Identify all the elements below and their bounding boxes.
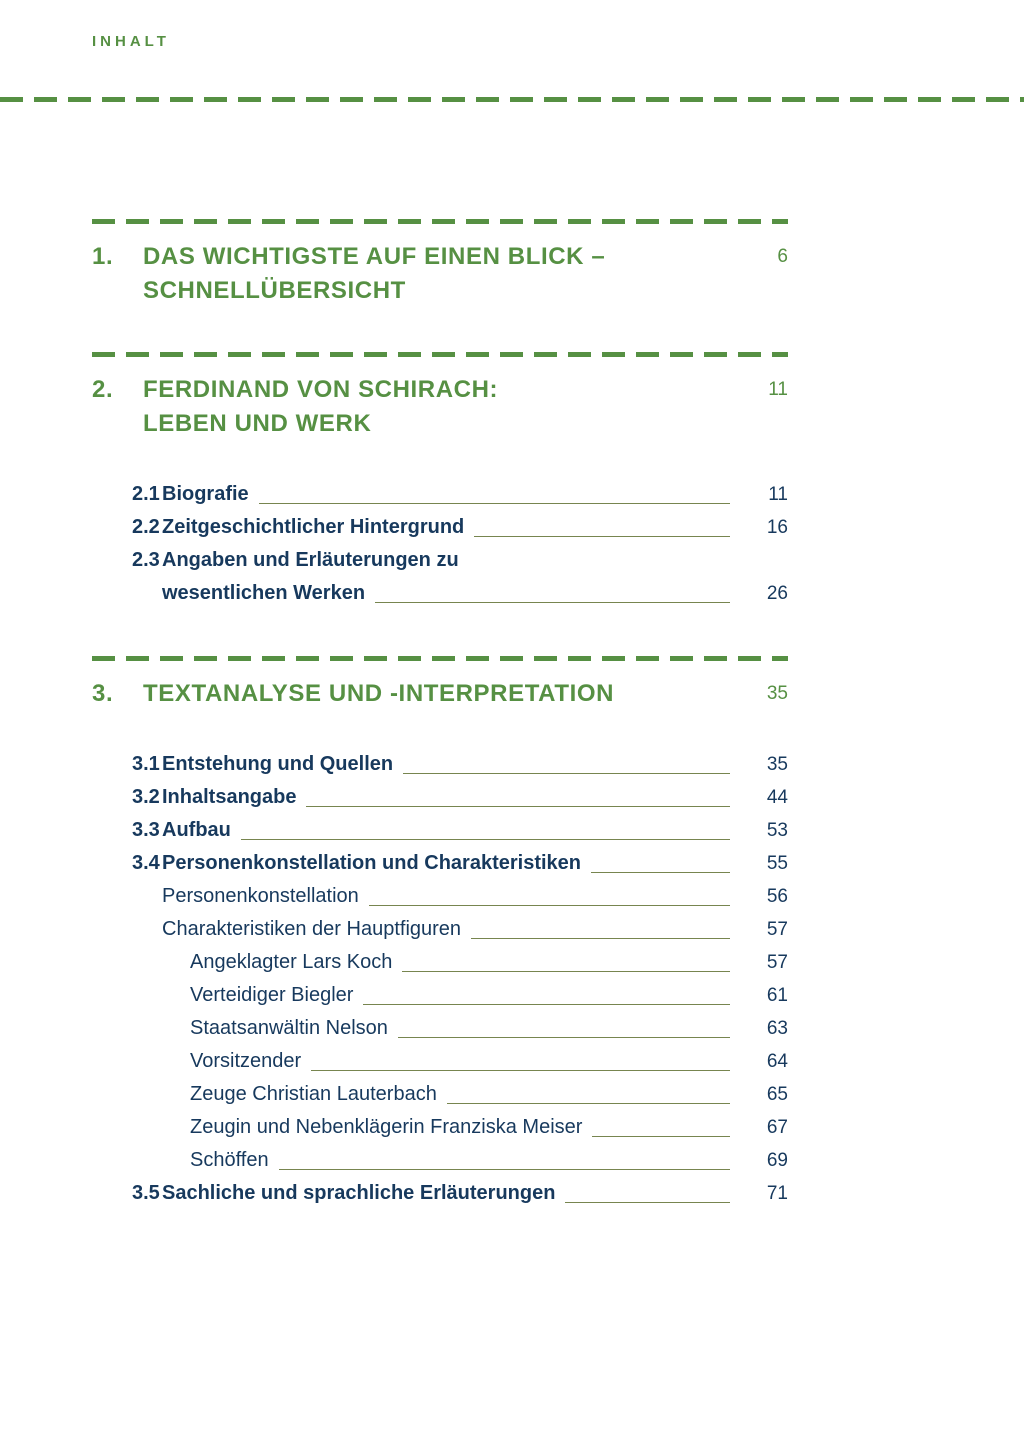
item-label: Sachliche und sprachliche Erläuterungen [162, 1182, 556, 1204]
item-number: 3.4 [132, 852, 160, 874]
toc-item-row [132, 880, 788, 913]
item-label-block [162, 814, 742, 847]
item-page-number: 65 [766, 1084, 788, 1105]
leader-line [259, 478, 730, 504]
table-of-contents [92, 219, 788, 1210]
item-line [162, 781, 742, 814]
toc-item-row [132, 1012, 788, 1045]
toc-item-row [132, 1045, 788, 1078]
section-page-number: 6 [777, 246, 788, 267]
section-title-line: FERDINAND VON SCHIRACH: [143, 376, 499, 403]
leader-line [369, 880, 730, 906]
item-number: 3.5 [132, 1182, 160, 1204]
item-line [162, 880, 742, 913]
item-page-number: 44 [766, 787, 788, 808]
leader-line [565, 1177, 730, 1203]
item-label: Angaben und Erläuterungen zu [162, 549, 459, 571]
toc-item-row [132, 544, 788, 610]
item-page-number: 55 [766, 853, 788, 874]
item-label: Entstehung und Quellen [162, 753, 394, 775]
item-label-block [162, 979, 742, 1012]
toc-sections [92, 219, 788, 1210]
toc-item-row [132, 511, 788, 544]
leader-line [311, 1045, 730, 1071]
item-label: Vorsitzender [190, 1050, 302, 1072]
section-divider-dashed-rule [92, 219, 788, 224]
item-label: wesentlichen Werken [162, 582, 366, 604]
leader-line [474, 511, 730, 537]
item-label: Personenkonstellation und Charakteristiken [162, 852, 581, 874]
toc-section [92, 656, 788, 1210]
item-line [162, 1177, 742, 1210]
item-label-block [162, 1111, 742, 1144]
item-number: 2.1 [132, 483, 160, 505]
item-label-block [162, 478, 742, 511]
toc-item-row [132, 478, 788, 511]
item-label: Zeugin und Nebenklägerin Franziska Meiser [190, 1116, 583, 1138]
section-heading-row [92, 373, 788, 441]
toc-item-row [132, 979, 788, 1012]
section-divider-dashed-rule [92, 656, 788, 661]
item-page-number: 35 [766, 754, 788, 775]
item-label: Staatsanwältin Nelson [190, 1017, 388, 1039]
item-label-block [162, 1012, 742, 1045]
item-label-block [162, 748, 742, 781]
item-line [162, 478, 742, 511]
item-page-number: 57 [766, 919, 788, 940]
item-page-number: 67 [766, 1117, 788, 1138]
section-items [92, 748, 788, 1210]
leader-line [306, 781, 730, 807]
item-page-number: 64 [766, 1051, 788, 1072]
item-line [190, 946, 742, 979]
item-page-number: 26 [766, 583, 788, 604]
item-label-block [162, 511, 742, 544]
section-title-line: TEXTANALYSE UND -INTERPRETATION [143, 680, 615, 707]
toc-item-row [132, 847, 788, 880]
item-line [162, 814, 742, 847]
item-page-number: 71 [766, 1183, 788, 1204]
item-line [162, 913, 742, 946]
section-title-line: LEBEN UND WERK [143, 410, 372, 437]
section-title [143, 677, 728, 711]
section-page-number: 35 [766, 683, 788, 704]
leader-line [402, 946, 730, 972]
leader-line [363, 979, 730, 1005]
item-line [162, 544, 742, 577]
item-number: 3.3 [132, 819, 160, 841]
item-label: Biografie [162, 483, 249, 505]
section-page-number: 11 [768, 379, 788, 400]
toc-item-row [132, 946, 788, 979]
section-heading-row [92, 240, 788, 308]
leader-line [471, 913, 730, 939]
toc-item-row [132, 814, 788, 847]
item-label: Charakteristiken der Hauptfiguren [162, 918, 462, 940]
item-label-block [162, 847, 742, 880]
leader-line [592, 1111, 730, 1137]
item-number: 3.2 [132, 786, 160, 808]
item-number: 2.2 [132, 516, 160, 538]
leader-line [279, 1144, 730, 1170]
leader-line [398, 1012, 730, 1038]
leader-line [447, 1078, 730, 1104]
leader-line [403, 748, 730, 774]
item-line [162, 748, 742, 781]
leader-line [375, 577, 730, 603]
item-label-block [162, 1078, 742, 1111]
toc-item-row [132, 1078, 788, 1111]
item-line [162, 511, 742, 544]
section-number: 2. [92, 376, 114, 403]
item-page-number: 57 [766, 952, 788, 973]
item-label-block [162, 1045, 742, 1078]
item-line [190, 979, 742, 1012]
toc-item-row [132, 1111, 788, 1144]
section-title [143, 373, 728, 441]
item-label-block [162, 544, 742, 610]
toc-section [92, 352, 788, 610]
item-page-number: 61 [766, 985, 788, 1006]
item-line [190, 1012, 742, 1045]
item-label: Zeitgeschichtlicher Hintergrund [162, 516, 465, 538]
section-title-line: DAS WICHTIGSTE AUF EINEN BLICK – [143, 243, 606, 270]
item-label-block [162, 1177, 742, 1210]
item-page-number: 53 [766, 820, 788, 841]
item-line [190, 1045, 742, 1078]
section-heading-row [92, 677, 788, 711]
item-number: 3.1 [132, 753, 160, 775]
toc-item-row [132, 748, 788, 781]
item-line [162, 577, 742, 610]
toc-section [92, 219, 788, 308]
section-title-line: SCHNELLÜBERSICHT [143, 277, 406, 304]
item-page-number: 16 [766, 517, 788, 538]
item-page-number: 11 [768, 484, 788, 505]
page-header-inhalt: INHALT [92, 33, 170, 50]
item-label: Zeuge Christian Lauterbach [190, 1083, 437, 1105]
item-line [190, 1144, 742, 1177]
section-divider-dashed-rule [92, 352, 788, 357]
section-title [143, 240, 728, 308]
item-label-block [162, 1144, 742, 1177]
item-line [162, 847, 742, 880]
toc-item-row [132, 913, 788, 946]
item-number: 2.3 [132, 549, 160, 571]
leader-line [591, 847, 730, 873]
toc-item-row [132, 1177, 788, 1210]
item-line [190, 1078, 742, 1111]
item-label-block [162, 880, 742, 913]
item-line [190, 1111, 742, 1144]
item-label-block [162, 946, 742, 979]
leader-line [241, 814, 730, 840]
section-number: 1. [92, 243, 114, 270]
item-page-number: 56 [766, 886, 788, 907]
item-page-number: 69 [766, 1150, 788, 1171]
item-label: Inhaltsangabe [162, 786, 297, 808]
item-label: Personenkonstellation [162, 885, 359, 907]
section-number: 3. [92, 680, 114, 707]
toc-item-row [132, 781, 788, 814]
item-label-block [162, 781, 742, 814]
top-dashed-rule [0, 97, 1024, 102]
item-label: Angeklagter Lars Koch [190, 951, 393, 973]
item-label: Schöffen [190, 1149, 269, 1171]
item-page-number: 63 [766, 1018, 788, 1039]
item-label: Aufbau [162, 819, 231, 841]
item-label: Verteidiger Biegler [190, 984, 354, 1006]
section-items [92, 478, 788, 610]
item-label-block [162, 913, 742, 946]
toc-item-row [132, 1144, 788, 1177]
